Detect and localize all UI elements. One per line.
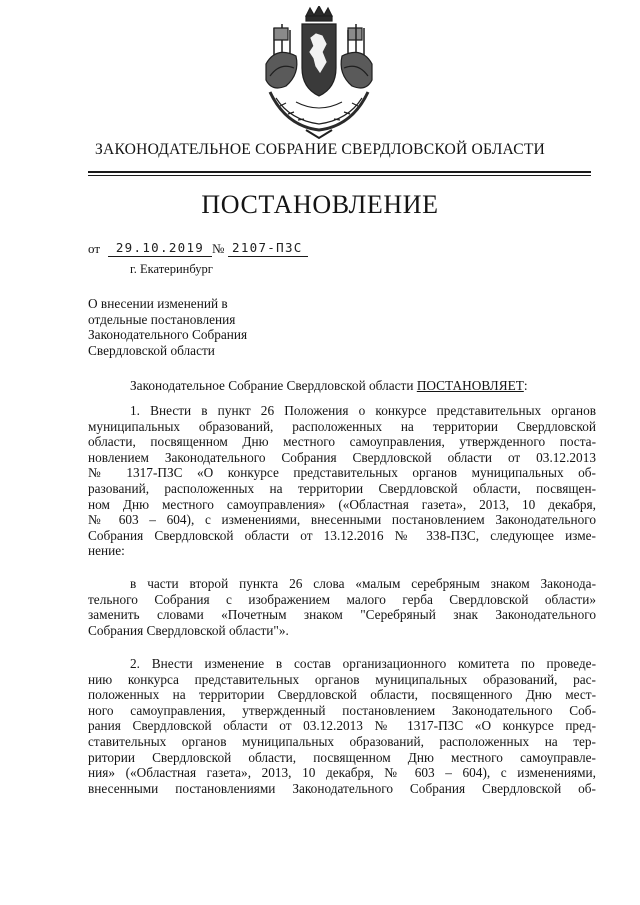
paragraph-1-amendment bbox=[88, 576, 596, 638]
paragraph-line: Собрания Свердловской области"». bbox=[88, 622, 289, 638]
subject-line: О внесении изменений в bbox=[88, 296, 228, 311]
paragraph-line: ритории Свердловской области, посвященном Дню местного самоуправле- bbox=[88, 749, 596, 765]
document-subject bbox=[88, 296, 318, 358]
paragraph-line: Собрания Свердловской области от 13.12.2016 № 338-ПЗС, следующее изме- bbox=[88, 527, 596, 543]
paragraph-line: новлением Законодательного Собрания Свердловской области от 03.12.2013 bbox=[88, 449, 596, 465]
subject-line: Свердловской области bbox=[88, 342, 215, 358]
paragraph-line: 2. Внести изменение в состав организационного комитета по проведе- bbox=[130, 656, 596, 671]
paragraph-line: нию конкурса представительных органов муниципальных образований, рас- bbox=[88, 671, 596, 687]
document-number: 2107-ПЗС bbox=[228, 240, 308, 257]
paragraph-line: нение: bbox=[88, 543, 125, 559]
header-rule-thin bbox=[88, 175, 591, 176]
paragraph-line: рания Свердловской области от 03.12.2013 № 1317-ПЗС «О конкурсе пред- bbox=[88, 718, 596, 734]
coat-of-arms-icon bbox=[256, 6, 382, 140]
subject-line: отдельные постановления bbox=[88, 311, 236, 327]
paragraph-line: разований, расположенных на территории Свердловской области, посвящен- bbox=[88, 480, 596, 496]
paragraph-line: положенных на территории Свердловской области, посвященного Дню мест- bbox=[88, 687, 596, 703]
document-type-title: ПОСТАНОВЛЕНИЕ bbox=[201, 190, 439, 219]
header-rule-thick bbox=[88, 171, 591, 173]
preamble-emphasis: ПОСТАНОВЛЯЕТ bbox=[416, 378, 524, 393]
paragraph-line: муниципальных образований, расположенных на территории Свердловской bbox=[88, 418, 596, 434]
paragraph-line: внесенными постановлениями Законодательного Собрания Свердловской об- bbox=[88, 780, 596, 796]
subject-line: Законодательного Собрания bbox=[88, 327, 248, 342]
paragraph-line: ном Дню местного самоуправления» («Областная газета», 2013, 10 декабря, bbox=[88, 496, 596, 512]
preamble bbox=[88, 378, 596, 394]
paragraph-2 bbox=[88, 656, 596, 796]
paragraph-line: 1. Внести в пункт 26 Положения о конкурсе представительных органов bbox=[130, 403, 596, 418]
date-label: от bbox=[88, 241, 101, 256]
preamble-text: Законодательное Собрание Свердловской области bbox=[130, 378, 414, 393]
paragraph-line: в части второй пункта 26 слова «малым серебряным знаком Законода- bbox=[130, 576, 596, 591]
city: г. Екатеринбург bbox=[130, 262, 213, 276]
paragraph-line: ного самоуправления, утвержденный постановлением Законодательного Соб- bbox=[88, 702, 596, 718]
document-date: 29.10.2019 bbox=[108, 240, 212, 257]
paragraph-line: области, посвященном Дню местного самоуправления, утвержденного поста- bbox=[88, 434, 596, 450]
paragraph-line: ния» («Областная газета», 2013, 10 декабря, № 603 – 604), с изменениями, bbox=[88, 765, 596, 781]
paragraph-line: ставительных органов муниципальных образований, расположенных на тер- bbox=[88, 733, 596, 749]
paragraph-line: № 1317-ПЗС «О конкурсе представительных органов муниципальных об- bbox=[88, 465, 596, 481]
preamble-tail: : bbox=[523, 378, 528, 393]
number-label: № bbox=[212, 241, 225, 256]
paragraph-1 bbox=[88, 403, 596, 559]
paragraph-line: тельного Собрания с изображением малого герба Свердловской области» bbox=[88, 591, 596, 607]
organization-title: ЗАКОНОДАТЕЛЬНОЕ СОБРАНИЕ СВЕРДЛОВСКОЙ ОБЛАСТИ bbox=[94, 141, 546, 158]
paragraph-line: № 603 – 604), с изменениями, внесенными постановлением Законодательного bbox=[88, 512, 596, 528]
paragraph-line: заменить словами «Почетным знаком "Серебряный знак Законодательного bbox=[88, 607, 596, 623]
